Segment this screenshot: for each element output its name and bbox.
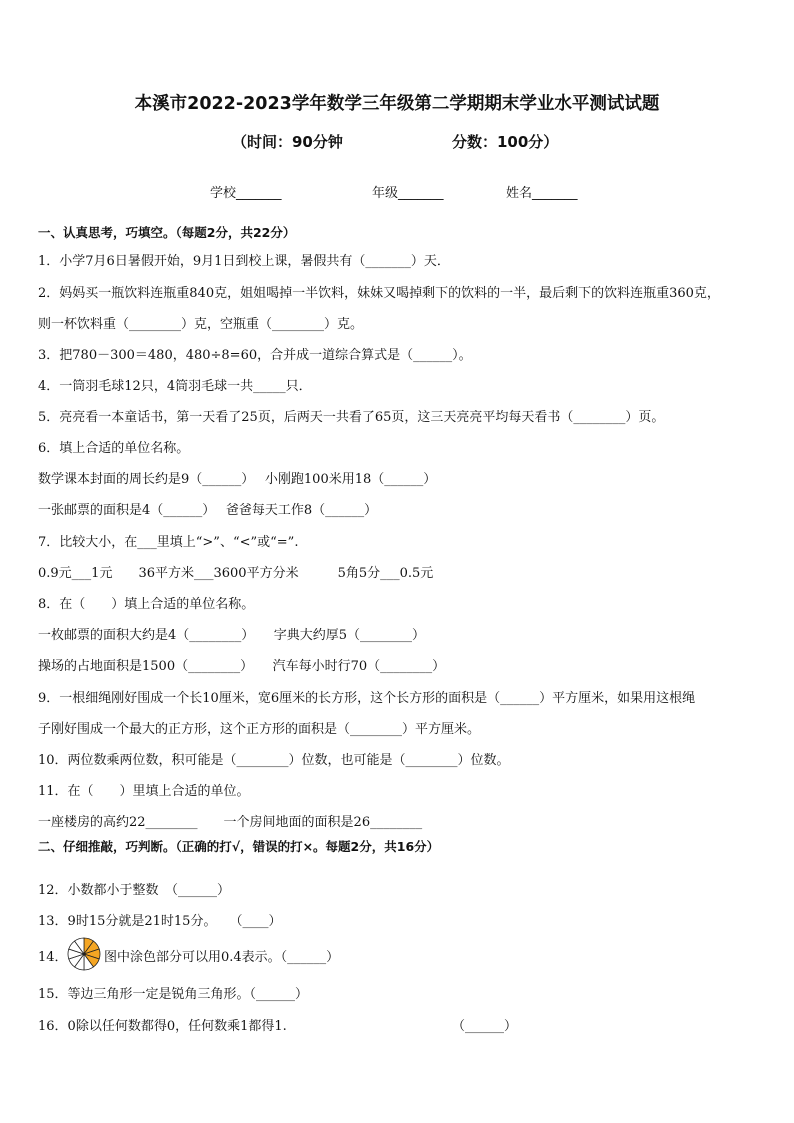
question-6: 6．填上合适的单位名称。 <box>38 441 190 456</box>
exam-title: 本溪市2022-2023学年数学三年级第二学期期末学业水平测试试题 <box>134 94 660 114</box>
question-6-part-b: 一张邮票的面积是4（______） 爸爸每天工作8（______） <box>38 503 378 518</box>
question-14-number: 14． <box>38 950 68 965</box>
question-13: 13．9时15分就是21时15分。 （____） <box>38 914 282 929</box>
question-11-part-a: 一座楼房的高约22________ 一个房间地面的面积是26________ <box>38 815 423 830</box>
question-11: 11．在（ ）里填上合适的单位。 <box>38 784 250 799</box>
question-9-line-1: 9．一根细绳刚好围成一个长10厘米，宽6厘米的长方形，这个长方形的面积是（______）平方厘米，如果用这根绳 <box>38 691 696 706</box>
question-6-part-a: 数学课本封面的周长约是9（______） 小刚跑100米用18（______） <box>38 472 437 487</box>
question-5: 5．亮亮看一本童话书，第一天看了25页，后两天一共看了65页，这三天亮亮平均每天看书（________）页。 <box>38 410 665 425</box>
section-2-heading: 二、仔细推敲，巧判断。（正确的打√，错误的打×。每题2分，共16分） <box>38 839 440 854</box>
question-8-part-b: 操场的占地面积是1500（________） 汽车每小时行70（________） <box>38 659 446 674</box>
question-2-line-1: 2．妈妈买一瓶饮料连瓶重840克，姐姐喝掉一半饮料，妹妹又喝掉剩下的饮料的一半，最后剩下的饮料连瓶重360克， <box>38 286 720 301</box>
question-10: 10．两位数乘两位数，积可能是（________）位数，也可能是（________）位数。 <box>38 753 510 768</box>
exam-score: 分数：100分） <box>452 133 559 151</box>
question-8-part-a: 一枚邮票的面积大约是4（________） 字典大约厚5（________） <box>38 628 426 643</box>
grade-field: 年级_______ <box>372 186 444 201</box>
question-16-answer-blank: （______） <box>452 1019 518 1034</box>
question-15: 15．等边三角形一定是锐角三角形。（______） <box>38 987 309 1002</box>
question-8: 8．在（ ）填上合适的单位名称。 <box>38 597 255 612</box>
question-4: 4．一筒羽毛球12只，4筒羽毛球一共_____只． <box>38 379 312 394</box>
question-7: 7．比较大小，在___里填上“>”、“<”或“=”. <box>38 535 299 550</box>
question-12: 12．小数都小于整数 （______） <box>38 883 231 898</box>
question-1: 1．小学7月6日暑假开始，9月1日到校上课，暑假共有（_______）天． <box>38 254 450 269</box>
exam-time: （时间：90分钟 <box>232 133 343 151</box>
school-field: 学校_______ <box>210 186 282 201</box>
name-field: 姓名_______ <box>506 186 578 201</box>
question-3: 3．把780－300＝480，480÷8=60，合并成一道综合算式是（______）。 <box>38 348 472 363</box>
section-1-heading: 一、认真思考，巧填空。（每题2分，共22分） <box>38 225 296 240</box>
question-14: 图中涂色部分可以用0.4表示。（______） <box>104 950 340 965</box>
question-16: 16．0除以任何数都得0，任何数乘1都得1. <box>38 1019 287 1034</box>
question-2-line-2: 则一杯饮料重（________）克，空瓶重（________）克。 <box>38 317 364 332</box>
question-7-part-a: 0.9元___1元 36平方米___3600平方分米 5角5分___0.5元 <box>38 566 434 581</box>
fraction-circle-figure <box>67 937 101 971</box>
question-9-line-2: 子刚好围成一个最大的正方形，这个正方形的面积是（________）平方厘米。 <box>38 722 481 737</box>
